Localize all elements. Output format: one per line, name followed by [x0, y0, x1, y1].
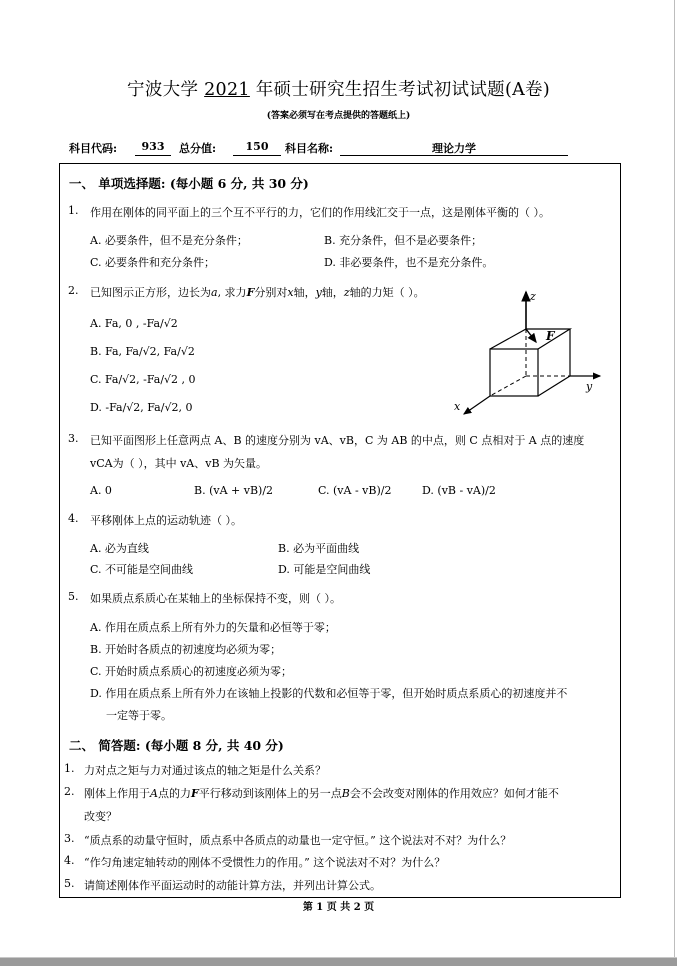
- force-vector: [526, 329, 536, 342]
- option: C. Fa/√2, -Fa/√2 , 0: [90, 373, 196, 386]
- question-text: 如果质点系质心在某轴上的坐标保持不变，则（ ）。: [90, 592, 341, 605]
- question-number: 2.: [64, 785, 75, 798]
- question-text: vCA为（ ），其中 vA、vB 为矢量。: [90, 457, 268, 470]
- option: D. 作用在质点系上所有外力在该轴上投影的代数和必恒等于零，但开始时质点系质心的初速度并不: [90, 687, 568, 700]
- title-year: 2021: [204, 80, 250, 100]
- viewer-bottom-bar: [0, 958, 677, 966]
- title-university: 宁波大学: [127, 80, 199, 100]
- title-suffix: 年硕士研究生招生考试初试试题(A卷): [255, 80, 550, 100]
- question-number: 5.: [68, 590, 79, 603]
- question-text-continuation: 改变？: [84, 810, 117, 823]
- question-text: “作匀角速定轴转动的刚体不受惯性力的作用。” 这个说法对不对？为什么？: [84, 856, 446, 869]
- question-number: 4.: [68, 512, 79, 525]
- option: B. (vA + vB)/2: [194, 484, 274, 497]
- question-number: 1.: [68, 204, 79, 217]
- option: C. 开始时质点系质心的初速度必须为零；: [90, 665, 293, 678]
- question-text: “质点系的动量守恒时，质点系中各质点的动量也一定守恒。” 这个说法对不对？为什么？: [84, 834, 512, 847]
- option: A. 必要条件，但不是充分条件；: [90, 234, 248, 247]
- option: A. 必为直线: [90, 542, 149, 555]
- question-text: 已知图示正方形，边长为a, 求力F分别对x轴，y轴，z轴的力矩（ ）。: [90, 286, 425, 299]
- subject-name-label: 科目名称:: [285, 142, 334, 155]
- question-text: 平移刚体上点的运动轨迹（ ）。: [90, 514, 242, 527]
- question-text: 力对点之矩与力对通过该点的轴之矩是什么关系？: [84, 764, 326, 777]
- option: B. 必为平面曲线: [278, 542, 360, 555]
- option: D. (vB - vA)/2: [422, 484, 496, 497]
- question-number: 3.: [64, 832, 75, 845]
- option: C. 必要条件和充分条件；: [90, 256, 216, 269]
- option: A. Fa, 0 , -Fa/√2: [90, 317, 178, 330]
- question-text: 已知平面图形上任意两点 A、B 的速度分别为 vA、vB，C 为 AB 的中点，则 C 点相对于 A 点的速度: [90, 434, 585, 447]
- question-number: 2.: [68, 284, 79, 297]
- cube-front-face: [490, 349, 538, 396]
- subject-code-label: 科目代码:: [69, 142, 118, 155]
- option: B. Fa, Fa/√2, Fa/√2: [90, 345, 195, 358]
- total-score-value: 150: [233, 140, 281, 156]
- force-label: F: [546, 329, 555, 343]
- z-axis-label: z: [530, 290, 536, 303]
- section-2-heading: 二、 简答题: (每小题 8 分, 共 40 分): [69, 738, 284, 753]
- question-number: 1.: [64, 762, 75, 775]
- option: B. 开始时各质点的初速度均必须为零；: [90, 643, 282, 656]
- option: D. -Fa/√2, Fa/√2, 0: [90, 401, 193, 414]
- section-1-heading: 一、 单项选择题: (每小题 6 分, 共 30 分): [69, 176, 309, 191]
- question-text: 作用在刚体的同平面上的三个互不平行的力，它们的作用线汇交于一点，这是刚体平衡的（ ）。: [90, 206, 550, 219]
- y-axis-label: y: [586, 380, 593, 393]
- question-text: 刚体上作用于A点的力F平行移动到该刚体上的另一点B会不会改变对刚体的作用效应？如何才能不: [84, 787, 559, 800]
- question-number: 3.: [68, 432, 79, 445]
- question-number: 4.: [64, 854, 75, 867]
- option: B. 充分条件，但不是必要条件；: [324, 234, 483, 247]
- question-text: 请简述刚体作平面运动时的动能计算方法，并列出计算公式。: [84, 879, 381, 892]
- option: D. 可能是空间曲线: [278, 563, 371, 576]
- option: C. (vA - vB)/2: [318, 484, 392, 497]
- question-number: 5.: [64, 877, 75, 890]
- option-continuation: 一定等于零。: [106, 709, 172, 722]
- cube-top-face: [490, 329, 570, 349]
- hidden-edge: [490, 376, 526, 396]
- total-score-label: 总分值:: [179, 142, 217, 155]
- option: C. 不可能是空间曲线: [90, 563, 194, 576]
- x-axis: [464, 396, 490, 414]
- option: D. 非必要条件，也不是充分条件。: [324, 256, 494, 269]
- exam-subtitle: (答案必须写在考点提供的答题纸上): [266, 111, 411, 121]
- subject-code-value: 933: [135, 140, 171, 156]
- option: A. 作用在质点系上所有外力的矢量和必恒等于零；: [90, 621, 336, 634]
- exam-title: [0, 76, 677, 101]
- option: A. 0: [90, 484, 112, 497]
- page-edge: [674, 0, 675, 958]
- x-axis-label: x: [454, 400, 461, 413]
- page-number: 第 1 页 共 2 页: [302, 902, 375, 913]
- cube-edge: [538, 376, 570, 396]
- cube-force-diagram: [450, 284, 610, 419]
- subject-name-value: 理论力学: [340, 140, 568, 156]
- exam-content-box: [59, 163, 621, 898]
